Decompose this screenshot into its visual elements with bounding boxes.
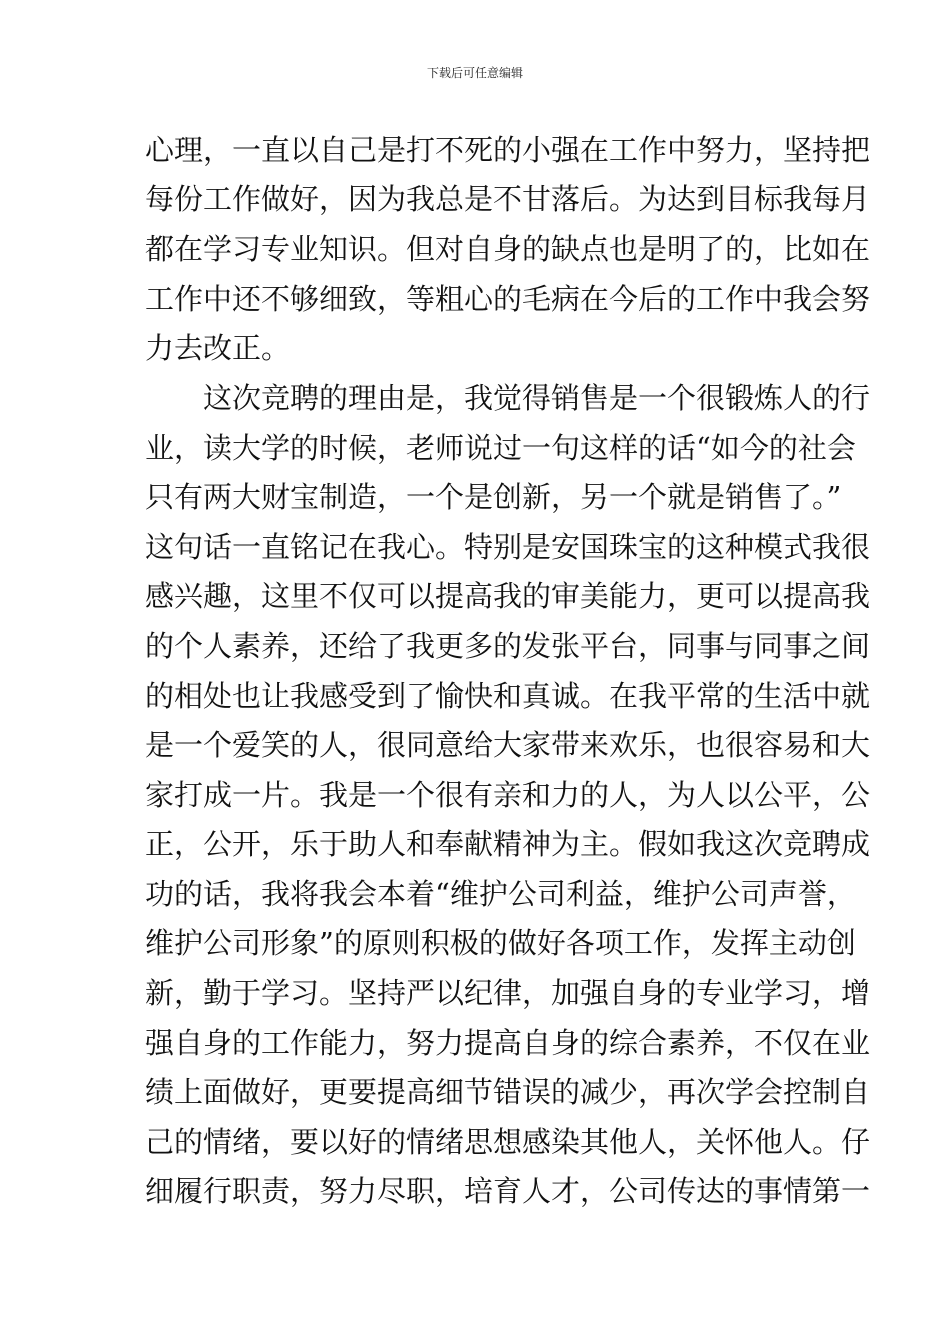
text-line: 工作中还不够细致，等粗心的毛病在今后的工作中我会努 <box>145 282 871 316</box>
text-line: 这次竞聘的理由是，我觉得销售是一个很锻炼人的行 <box>203 381 871 415</box>
text-line: 细履行职责，努力尽职，培育人才，公司传达的事情第一 <box>145 1174 871 1208</box>
text-line: 维护公司形象”的原则积极的做好各项工作，发挥主动创 <box>145 926 856 960</box>
text-line: 业，读大学的时候，老师说过一句这样的话“如今的社会 <box>145 431 856 465</box>
text-line: 力去改正。 <box>145 331 291 365</box>
text-line: 心理，一直以自己是打不死的小强在工作中努力，坚持把 <box>145 133 871 167</box>
text-line: 正，公开，乐于助人和奉献精神为主。假如我这次竞聘成 <box>145 827 871 861</box>
text-line: 每份工作做好，因为我总是不甘落后。为达到目标我每月 <box>145 182 871 216</box>
text-line: 这句话一直铭记在我心。特别是安国珠宝的这种模式我很 <box>145 530 871 564</box>
text-line: 都在学习专业知识。但对自身的缺点也是明了的，比如在 <box>145 232 871 266</box>
text-line: 强自身的工作能力，努力提高自身的综合素养，不仅在业 <box>145 1026 871 1060</box>
text-line: 家打成一片。我是一个很有亲和力的人，为人以公平，公 <box>145 778 871 812</box>
text-line: 只有两大财宝制造，一个是创新，另一个就是销售了。” <box>145 480 842 514</box>
text-line: 功的话，我将我会本着“维护公司利益，维护公司声誉， <box>145 877 856 911</box>
text-line: 的相处也让我感受到了愉快和真诚。在我平常的生活中就 <box>145 679 871 713</box>
text-line: 的个人素养，还给了我更多的发张平台，同事与同事之间 <box>145 629 871 663</box>
text-line: 感兴趣，这里不仅可以提高我的审美能力，更可以提高我 <box>145 579 871 613</box>
page-header: 下载后可任意编辑 <box>426 66 523 80</box>
text-line: 是一个爱笑的人，很同意给大家带来欢乐，也很容易和大 <box>145 728 871 762</box>
text-line: 绩上面做好，更要提高细节错误的减少，再次学会控制自 <box>145 1075 871 1109</box>
text-line: 新，勤于学习。坚持严以纪律，加强自身的专业学习，增 <box>145 976 871 1010</box>
text-line: 己的情绪，要以好的情绪思想感染其他人，关怀他人。仔 <box>145 1125 871 1159</box>
